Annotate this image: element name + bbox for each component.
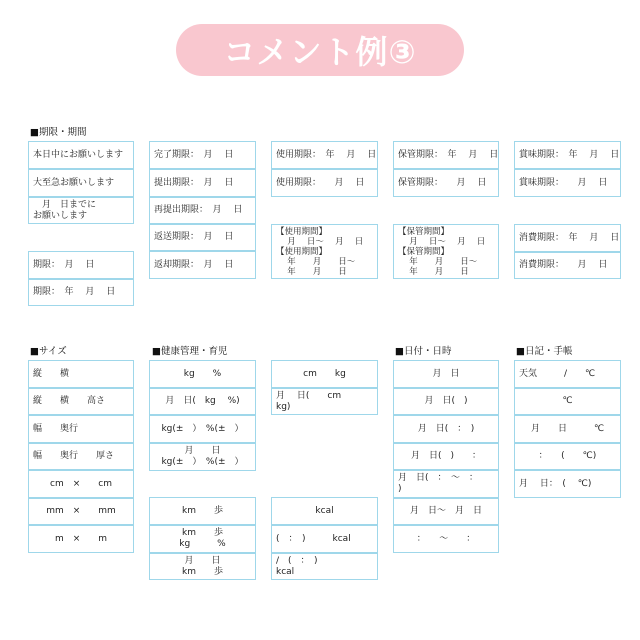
label-cell[interactable]: 月 日( ) ：	[393, 443, 499, 470]
label-cell[interactable]: 再提出期限： 月 日	[149, 197, 256, 224]
label-cell[interactable]: ： 〜 ：	[393, 525, 499, 553]
label-cell[interactable]: 使用期限： 月 日	[271, 169, 378, 197]
label-cell[interactable]: 消費期限： 年 月 日	[514, 224, 621, 252]
label-cell[interactable]: 月 日 kg(± ） %(± ）	[149, 443, 256, 471]
label-cell[interactable]: 幅 奥行	[28, 415, 134, 443]
label-cell[interactable]: ： ( ℃)	[514, 443, 621, 470]
label-cell[interactable]: 幅 奥行 厚さ	[28, 443, 134, 470]
label-cell[interactable]: cm kg	[271, 360, 378, 388]
label-cell[interactable]: 完了期限： 月 日	[149, 141, 256, 169]
label-cell[interactable]: 返却期限： 月 日	[149, 251, 256, 279]
label-cell[interactable]: 月 日 ℃	[514, 415, 621, 443]
section-header-size: ■サイズ	[30, 346, 67, 357]
label-cell[interactable]: m × m	[28, 525, 134, 553]
label-cell[interactable]: ( ： ) kcal	[271, 525, 378, 553]
label-cell[interactable]: 期限： 月 日	[28, 251, 134, 279]
label-cell[interactable]: 大至急お願いします	[28, 169, 134, 197]
label-cell[interactable]: 月 日( ： 〜 ： )	[393, 470, 499, 498]
label-cell[interactable]: 本日中にお願いします	[28, 141, 134, 169]
section-header-period: ■期限・期間	[30, 127, 87, 138]
label-cell[interactable]: 【保管期間】 月 日〜 月 日 【保管期間】 年 月 日〜 年 月 日	[393, 224, 499, 279]
label-cell[interactable]: / ( ： ) kcal	[271, 553, 378, 580]
title-banner	[176, 24, 464, 76]
label-cell[interactable]: 消費期限： 月 日	[514, 252, 621, 279]
label-cell[interactable]: kcal	[271, 497, 378, 525]
label-cell[interactable]: km 歩	[149, 497, 256, 525]
label-cell[interactable]: 月 日( ： )	[393, 415, 499, 443]
label-cell[interactable]: 天気 / ℃	[514, 360, 621, 388]
label-cell[interactable]: 月 日	[393, 360, 499, 388]
label-cell[interactable]: 月 日( kg %)	[149, 388, 256, 415]
label-cell[interactable]: 【使用期間】 月 日〜 月 日 【使用期間】 年 月 日〜 年 月 日	[271, 224, 378, 279]
label-cell[interactable]: 返送期限： 月 日	[149, 224, 256, 251]
label-cell[interactable]: kg %	[149, 360, 256, 388]
label-cell[interactable]: 月 日： ( ℃)	[514, 470, 621, 498]
label-cell[interactable]: 保管期限： 年 月 日	[393, 141, 499, 169]
section-header-diary: ■日記・手帳	[516, 346, 573, 357]
label-cell[interactable]: km 歩 kg %	[149, 525, 256, 553]
section-header-health: ■健康管理・育児	[152, 346, 228, 357]
label-cell[interactable]: mm × mm	[28, 498, 134, 525]
title-text: コメント例③	[223, 33, 417, 71]
label-cell[interactable]: 月 日〜 月 日	[393, 498, 499, 525]
label-cell[interactable]: 期限： 年 月 日	[28, 279, 134, 306]
label-cell[interactable]: 月 日( )	[393, 388, 499, 415]
label-cell[interactable]: 保管期限： 月 日	[393, 169, 499, 197]
label-cell[interactable]: 月 日 km 歩	[149, 553, 256, 580]
label-cell[interactable]: 縦 横	[28, 360, 134, 388]
label-cell[interactable]: 賞味期限： 月 日	[514, 169, 621, 197]
label-cell[interactable]: ℃	[514, 388, 621, 415]
label-cell[interactable]: kg(± ） %(± ）	[149, 415, 256, 443]
label-cell[interactable]: 月 日( cm kg)	[271, 388, 378, 415]
label-cell[interactable]: 提出期限： 月 日	[149, 169, 256, 197]
label-cell[interactable]: 賞味期限： 年 月 日	[514, 141, 621, 169]
section-header-datetime: ■日付・日時	[395, 346, 452, 357]
label-cell[interactable]: 使用期限： 年 月 日	[271, 141, 378, 169]
label-cell[interactable]: cm × cm	[28, 470, 134, 498]
label-cell[interactable]: 月 日までに お願いします	[28, 197, 134, 224]
label-cell[interactable]: 縦 横 高さ	[28, 388, 134, 415]
